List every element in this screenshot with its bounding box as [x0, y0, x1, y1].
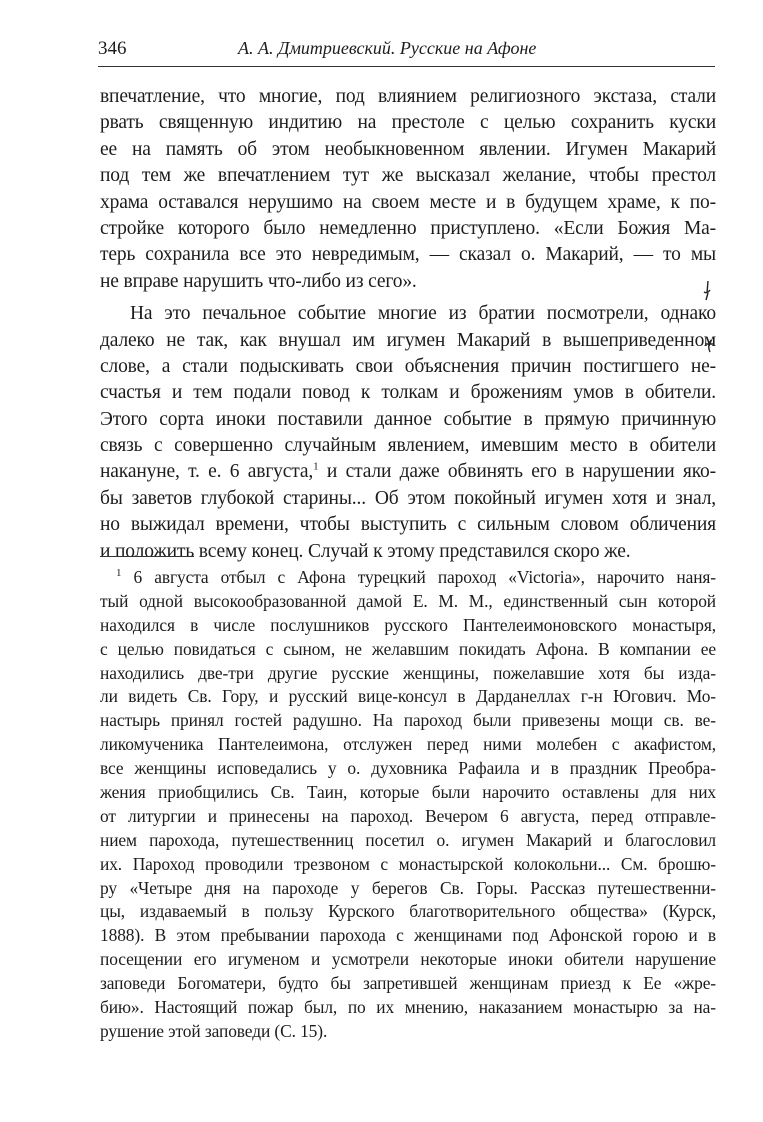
running-title: А. А. Дмитриевский. Русские на Афоне — [238, 38, 537, 58]
text-line: рвать священную индитию на престоле с целью сохранить куски — [100, 112, 716, 134]
text-segment: и стали даже обвинять его в нарушении яко- — [326, 461, 716, 483]
footnote-line: нием парохода, путешественниц посетил о. игумен Макарий и благословил — [100, 829, 716, 850]
footnote-line: настырь принял гостей радушно. На пароход были привезены мощи св. ве- — [100, 710, 716, 731]
text-line: под тем же впечатлением тут же высказал желание, чтобы престол — [100, 165, 716, 187]
text-line: стройке которого было немедленно приступлено. «Если Божия Ма- — [100, 217, 716, 239]
footnote-line: находился в числе послушников русского Пантелеимоновского монастыря, — [100, 614, 716, 635]
footnote-line: находились две-три другие русские женщины, пожелавшие хотя бы изда- — [100, 662, 716, 683]
main-text — [100, 84, 716, 565]
handwritten-mark-icon — [702, 280, 712, 302]
footnote-line: 1888). В этом пребывании парохода с женщинами под Афонской горою и в — [100, 925, 716, 946]
text-segment: 6 августа отбыл с Афона турецкий пароход «Victoria», нарочито наня- — [133, 567, 716, 587]
footnote-line: цы, издаваемый в пользу Курского благотворительного общества» (Курск, — [100, 901, 716, 922]
text-line: но выжидал времени, чтобы выступить с сильным словом обличения — [100, 514, 716, 536]
footnote-line: все женщины исповедались у о. духовника Рафаила и в праздник Преобра- — [100, 758, 716, 779]
footnote-line: их. Пароход проводили трезвоном с монастырской колокольни... См. брошю- — [100, 853, 716, 874]
text-line: терь сохранила все это невредимым, — сказал о. Макарий, — то мы — [100, 244, 716, 266]
text-line — [100, 459, 716, 485]
text-line: не вправе нарушить что-либо из сего». — [100, 270, 417, 292]
footnote-line: посещении его игуменом и усмотрели некоторые иноки обители нарушение — [100, 949, 716, 970]
footnote-line: с целью повидаться с сыном, не желавшим покидать Афона. В компании ее — [100, 638, 716, 659]
header-rule — [98, 66, 715, 67]
handwritten-mark-icon — [704, 334, 714, 356]
footnote-line: тый одной высокообразованной дамой Е. М. М., единственный сын которой — [100, 590, 716, 611]
text-line: связь с совершенно случайным явлением, имевшим место в обители — [100, 435, 716, 457]
footnote-line: ли видеть Св. Гору, и русский вице-консул в Дарданеллах г-н Югович. Мо- — [100, 686, 716, 707]
text-line: слове, а стали подыскивать свои объяснения причин постигшего не- — [100, 355, 716, 377]
text-line: бы заветов глубокой старины... Об этом покойный игумен хотя и знал, — [100, 487, 716, 509]
text-line: Этого сорта иноки поставили данное событие в прямую причинную — [100, 408, 716, 430]
text-line: На это печальное событие многие из братии посмотрели, однако — [130, 303, 716, 325]
page-number: 346 — [98, 38, 127, 59]
footnote-separator — [100, 556, 194, 557]
footnote-line — [100, 566, 716, 590]
footnote-reference[interactable]: 1 — [313, 460, 319, 473]
text-line: впечатление, что многие, под влиянием религиозного экстаза, стали — [100, 86, 716, 107]
text-line: храма оставался нерушимо на своем месте и в будущем храме, к по- — [100, 191, 716, 213]
text-line: ее на память об этом необыкновенном явлении. Игумен Макарий — [100, 138, 716, 160]
text-line: и положить всему конец. Случай к этому представился скоро же. — [100, 540, 631, 562]
footnote-line: жения приобщились Св. Таин, которые были нарочито оставлены для них — [100, 782, 716, 803]
footnote-line: бию». Настоящий пожар был, по их мнению, наказанием монастырю за на- — [100, 997, 716, 1018]
footnote-line: ру «Четыре дня на пароходе у берегов Св. Горы. Рассказ путешественни- — [100, 877, 716, 898]
footnote-line: рушение этой заповеди (С. 15). — [100, 1020, 328, 1041]
footnote-marker: 1 — [116, 567, 122, 580]
text-line: счастья и тем подали повод к толкам и брожениям умов в обители. — [100, 382, 716, 404]
text-segment: накануне, т. е. 6 августа, — [100, 461, 314, 483]
page-header — [98, 34, 715, 68]
footnote-line: ликомученика Пантелеимона, отслужен перед ними молебен с акафистом, — [100, 734, 716, 755]
footnote-line: от литургии и принесены на пароход. Вечером 6 августа, перед отправле- — [100, 805, 716, 826]
footnote-line: заповеди Богоматери, будто бы запретившей женщинам приезд к Ее «жре- — [100, 973, 716, 994]
footnote — [100, 566, 716, 1044]
text-line: далеко не так, как внушал им игумен Макарий в вышеприведенном — [100, 329, 716, 351]
